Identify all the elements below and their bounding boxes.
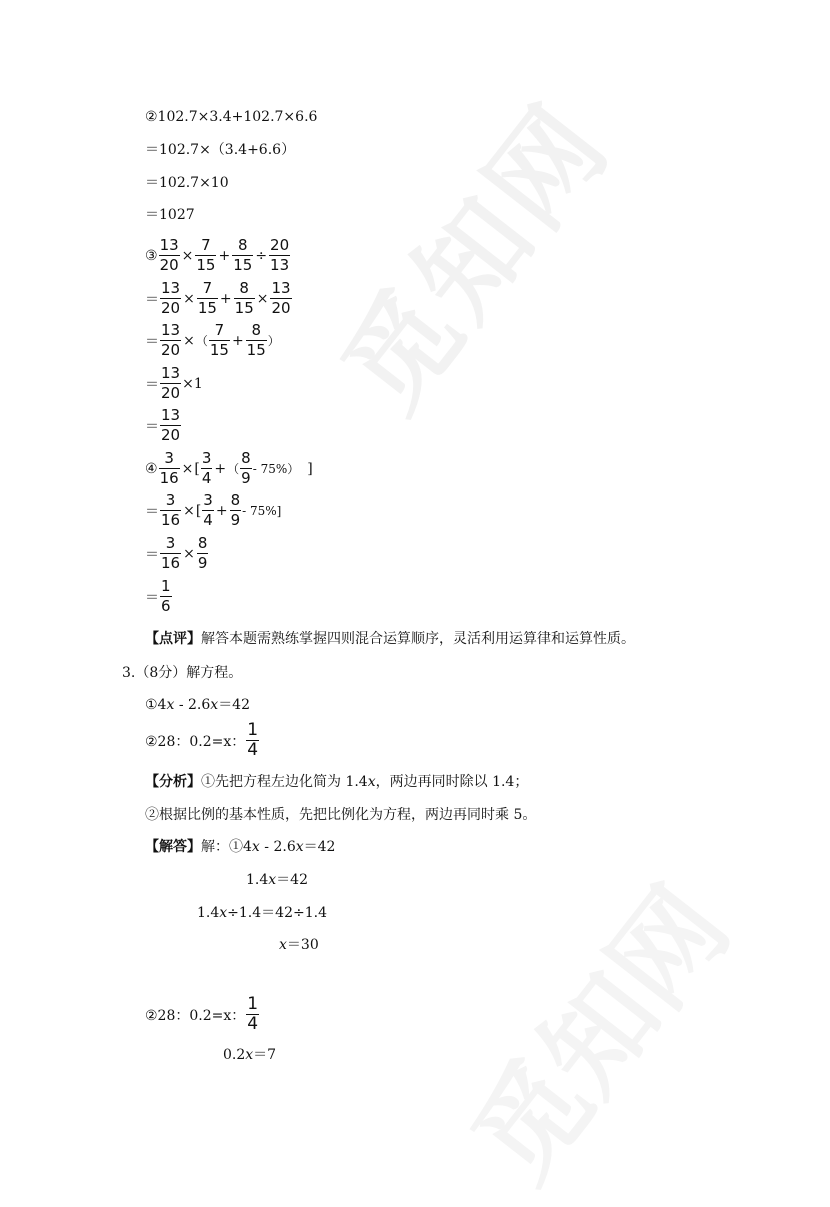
watermark: 觅知网 [318,80,635,434]
circled-3: ③ [145,247,158,264]
comment-text: 解答本题需熟练掌握四则混合运算顺序，灵活利用运算律和运算性质。 [201,631,635,647]
p3-line-4: ＝ $\frac{13}{20}$ ×1 [145,364,203,402]
solution-step-3: x＝30 [279,937,319,953]
solution-step-2: 1.4x÷1.4＝42÷1.4 [197,905,327,921]
p2-line-2: ＝102.7×（3.4+6.6） [145,142,296,158]
q3-equation-1: ①4x - 2.6x＝42 [145,697,251,713]
comment-line [145,629,635,649]
p3-line-2: ＝ $\frac{13}{20}$ × $\frac{7}{15}$ + $\frac{8}{15}$ × $\frac{13}{20}$ [145,279,291,317]
solution-step-4: 0.2x＝7 [223,1047,277,1063]
p3-line-5: ＝ $\frac{13}{20}$ [145,406,181,444]
analysis-line-2: ②根据比例的基本性质，先把比例化为方程，两边再同时乘 5。 [145,807,537,823]
circled-4: ④ [145,460,158,477]
solution-label: 【解答】 [145,839,201,855]
watermark-bottom: 觅知网 [448,864,753,1204]
fraction-8-15: $\frac{8}{15}$ [233,236,253,274]
p2-line-1: ②102.7×3.4+102.7×6.6 [145,109,318,125]
solution-line-1: 【解答】解：①4x - 2.6x＝42 [145,839,336,855]
question-3-title: 3.（8分）解方程。 [122,665,243,681]
p4-line-3: ＝ $\frac{3}{16}$ × $\frac{8}{9}$ [145,534,208,572]
fraction-13-20: $\frac{13}{20}$ [159,236,179,274]
p3-line-1: ③ $\frac{13}{20}$ × $\frac{7}{15}$ + $\frac{8}{15}$ ÷ $\frac{20}{13}$ [145,236,290,274]
fraction-20-13: $\frac{20}{13}$ [270,236,290,274]
p3-line-3: ＝ $\frac{13}{20}$ × （ $\frac{7}{15}$ + $\frac{8}{15}$ ） [145,321,280,359]
p4-line-1: ④ $\frac{3}{16}$ × [ $\frac{3}{4}$ + （ $\frac{8}{9}$ - 75%） ] [145,449,313,487]
p2-line-3: ＝102.7×10 [145,175,229,191]
fraction-7-15: $\frac{7}{15}$ [196,236,216,274]
analysis-line-1: 【分析】①先把方程左边化简为 1.4x，两边再同时除以 1.4； [145,774,529,790]
p4-line-2: ＝ $\frac{3}{16}$ × [ $\frac{3}{4}$ + $\frac{8}{9}$ - 75%] [145,491,282,529]
solution-step-1: 1.4x＝42 [246,872,308,888]
p2-line-4: ＝1027 [145,207,195,223]
comment-label: 【点评】 [145,631,201,647]
analysis-label: 【分析】 [145,774,201,790]
q3-equation-2: ②28：0.2=x： $\frac{1}{4}$ [145,720,259,760]
p4-line-4: ＝ $\frac{1}{6}$ [145,577,171,615]
solution-equation-2: ②28：0.2=x： $\frac{1}{4}$ [145,994,259,1034]
